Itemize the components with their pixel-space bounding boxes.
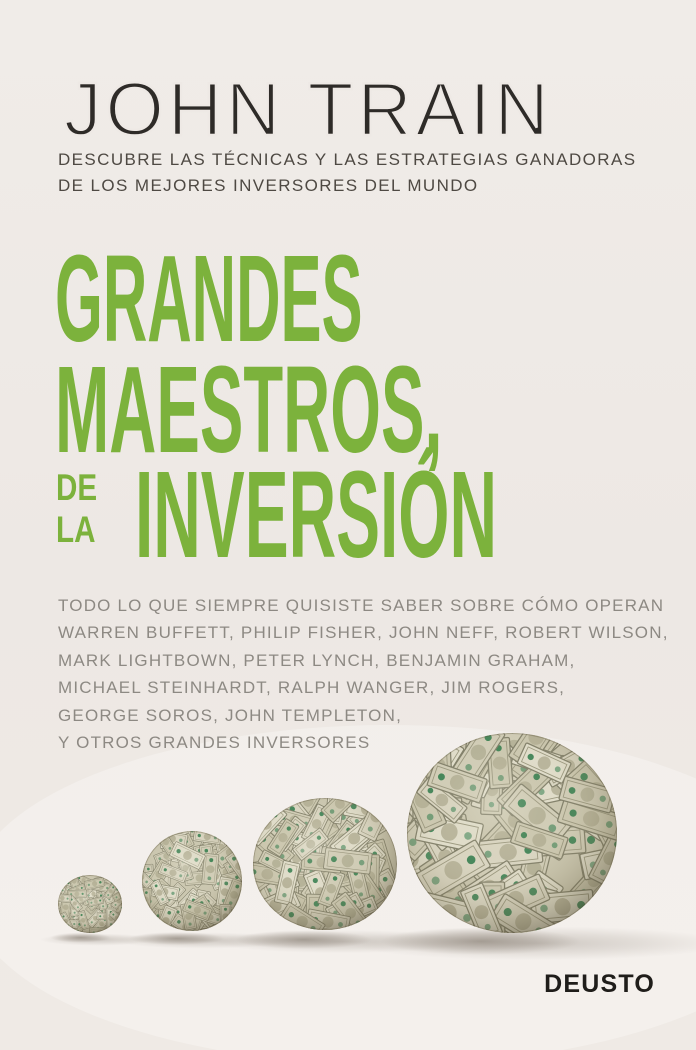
author-name: JOHN TRAIN (64, 67, 553, 151)
investor-list-line: TODO LO QUE SIEMPRE QUISISTE SABER SOBRE CÓMO OPERAN (58, 596, 665, 615)
tagline (58, 147, 636, 199)
title-line-grandes: GRANDES (55, 231, 363, 368)
title-line-inversion: INVERSIÓN (135, 447, 497, 584)
investor-list-line: GEORGE SOROS, JOHN TEMPLETON, (58, 705, 403, 725)
tagline-line-1: DESCUBRE LAS TÉCNICAS Y LAS ESTRATEGIAS GANADORAS (58, 150, 637, 169)
investor-list-line: MICHAEL STEINHARDT, RALPH WANGER, JIM ROGERS, (58, 678, 566, 698)
investor-list-line: Y OTROS GRANDES INVERSORES (58, 733, 371, 753)
investor-list-line: WARREN BUFFETT, PHILIP FISHER, JOHN NEFF, ROBERT WILSON, (58, 623, 669, 643)
title-line-maestros: MAESTROS, (55, 342, 443, 479)
tagline-line-2: DE LOS MEJORES INVERSORES DEL MUNDO (58, 176, 479, 195)
investor-list-line: MARK LIGHTBOWN, PETER LYNCH, BENJAMIN GRAHAM, (58, 650, 576, 670)
publisher-logo: DEUSTO (544, 970, 655, 998)
investor-list (58, 592, 669, 756)
title-word-la: LA (56, 509, 96, 550)
title-word-de: DE (56, 467, 98, 508)
